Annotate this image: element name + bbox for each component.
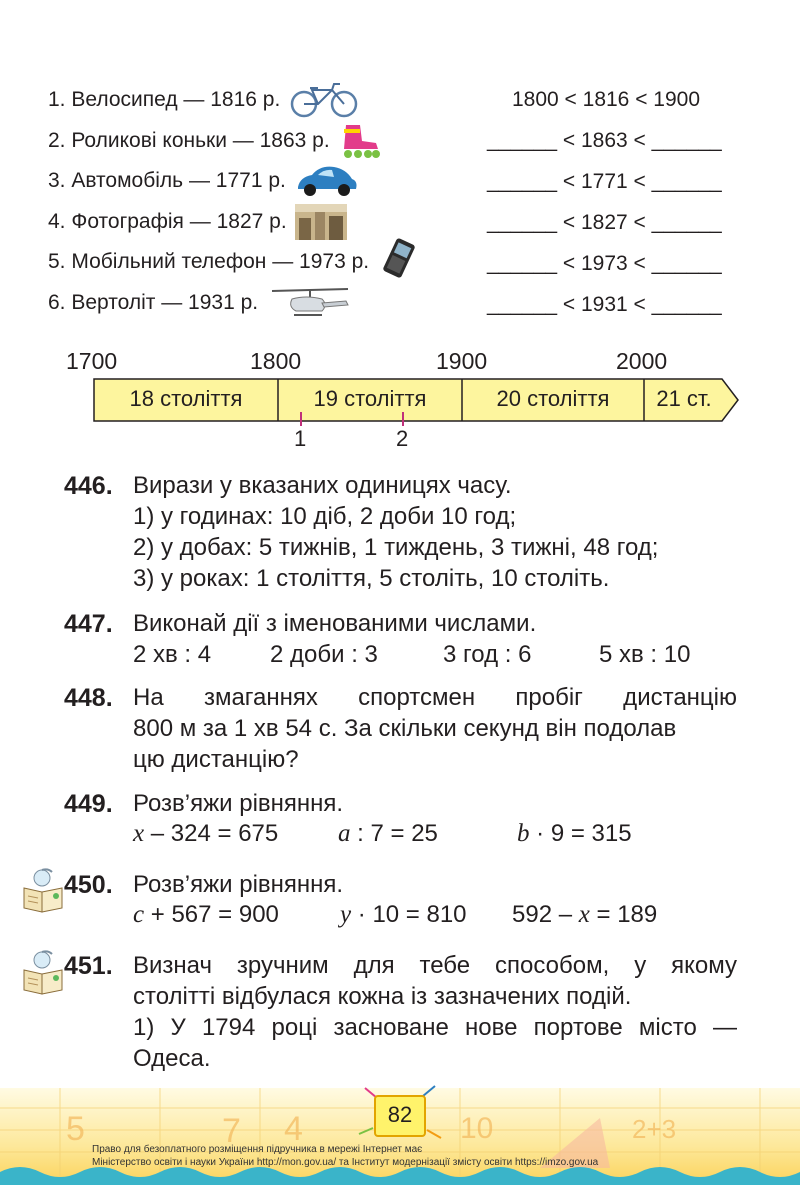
equation-variable: a — [338, 820, 351, 847]
invention-row — [48, 82, 360, 118]
equation — [338, 820, 438, 848]
equation-variable: x — [578, 901, 590, 928]
comparison-6: ______ < 1931 < ______ — [487, 293, 722, 316]
exercise-line: цю дистанцію? — [133, 746, 299, 773]
equation-variable: y — [340, 901, 352, 928]
exercise-number: 451. — [64, 952, 113, 980]
exercise-line: столітті відбулася кожна із зазначених подій. — [133, 983, 632, 1010]
exercise-line: На змаганнях спортсмен пробіг дистанцію — [133, 684, 737, 711]
exercise-line: 3) у роках: 1 століття, 5 століть, 10 століть. — [133, 565, 610, 592]
timeline-segment: 18 століття — [129, 386, 243, 411]
decor-digit: 10 — [460, 1112, 494, 1145]
comparison-5: ______ < 1973 < ______ — [487, 252, 722, 275]
exercise-line: Одеса. — [133, 1045, 211, 1072]
footer-license-line: Право для безоплатного розміщення підручника в мережі Інтернет має — [92, 1144, 423, 1155]
exercise-line: 800 м за 1 хв 54 с. За скільки секунд він подолав — [133, 715, 677, 742]
book-lamp-icon — [20, 866, 68, 916]
exercise-number: 446. — [64, 472, 113, 500]
equation-rest: : 7 = 25 — [350, 820, 438, 847]
invention-label: 6. Вертоліт — 1931 р. — [48, 291, 259, 314]
equation — [512, 901, 657, 929]
timeline-year: 1700 — [66, 348, 118, 374]
exercise-number: 449. — [64, 790, 113, 818]
bicycle-icon — [288, 82, 360, 118]
timeline-marker-tick — [300, 412, 302, 426]
exercise-number: 447. — [64, 610, 113, 638]
comparison-4: ______ < 1827 < ______ — [487, 211, 722, 234]
exercise-line: 2) у добах: 5 тижнів, 1 тиждень, 3 тижні, 48 год; — [133, 534, 659, 561]
equation-rest: · 10 = 810 — [351, 901, 467, 928]
invention-row — [48, 244, 421, 280]
comparison-2: ______ < 1863 < ______ — [487, 129, 722, 152]
page-number: 82 — [387, 1102, 413, 1127]
timeline-marker-label: 2 — [396, 426, 409, 451]
equation-variable: b — [517, 820, 530, 847]
decor-digit: 4 — [284, 1110, 303, 1148]
timeline-segment: 20 століття — [496, 386, 610, 411]
exercise-item: 2 доби : 3 — [270, 641, 378, 668]
equation-variable: c — [133, 901, 145, 928]
equation-rest: · 9 = 315 — [529, 820, 632, 847]
timeline-year: 2000 — [616, 348, 668, 374]
timeline-marker-tick — [402, 412, 404, 426]
decor-digit: 5 — [66, 1110, 85, 1148]
timeline-year: 1900 — [436, 348, 488, 374]
timeline-segment: 21 ст. — [656, 386, 712, 411]
exercise-item: 3 год : 6 — [443, 641, 532, 668]
exercise-title: Розв’яжи рівняння. — [133, 790, 344, 817]
equation-variable: x — [133, 820, 145, 847]
timeline-segment: 19 століття — [313, 386, 427, 411]
timeline-marker-label: 1 — [294, 426, 307, 451]
timeline-year: 1800 — [250, 348, 302, 374]
exercise-item: 5 хв : 10 — [599, 641, 691, 668]
equation — [133, 901, 279, 929]
roller-skate-icon — [338, 123, 382, 159]
exercise-number: 448. — [64, 684, 113, 712]
invention-label: 2. Роликові коньки — 1863 р. — [48, 129, 330, 152]
invention-row — [48, 123, 382, 159]
helicopter-icon — [266, 285, 352, 321]
equation — [340, 901, 467, 929]
car-icon — [294, 165, 360, 197]
exercise-item: 2 хв : 4 — [133, 641, 212, 668]
footer-license-line: Міністерство освіти і науки України http://mon.gov.ua/ та Інститут модернізації змісту освіти https://imzo.gov.ua — [92, 1157, 599, 1168]
invention-label: 1. Велосипед — 1816 р. — [48, 88, 281, 111]
equation-prefix: 592 – — [512, 901, 579, 928]
invention-row — [48, 285, 352, 321]
exercise-title: Виконай дії з іменованими числами. — [133, 610, 537, 637]
equation-rest: + 567 = 900 — [144, 901, 279, 928]
decor-digit: 2+3 — [632, 1114, 677, 1144]
invention-label: 5. Мобільний телефон — 1973 р. — [48, 250, 370, 273]
exercise-line: 1) У 1794 році засноване нове портове місто — — [133, 1014, 737, 1041]
mobile-phone-icon — [377, 238, 421, 278]
invention-row — [48, 163, 360, 199]
book-lamp-icon — [20, 948, 68, 998]
comparison-1: 1800 < 1816 < 1900 — [512, 88, 701, 111]
exercise-line: 1) у годинах: 10 діб, 2 доби 10 год; — [133, 503, 517, 530]
equation-rest: – 324 = 675 — [144, 820, 279, 847]
equation-rest: = 189 — [589, 901, 658, 928]
comparison-3: ______ < 1771 < ______ — [487, 170, 722, 193]
invention-label: 3. Автомобіль — 1771 р. — [48, 169, 286, 192]
exercise-title: Вирази у вказаних одиницях часу. — [133, 472, 512, 499]
invention-label: 4. Фотографія — 1827 р. — [48, 210, 287, 233]
exercise-title: Розв’яжи рівняння. — [133, 871, 344, 898]
equation — [517, 820, 632, 848]
exercise-number: 450. — [64, 871, 113, 899]
exercise-line: Визнач зручним для тебе способом, у якому — [133, 952, 737, 979]
invention-row — [48, 204, 347, 240]
photo-icon — [295, 204, 347, 240]
equation — [133, 820, 278, 848]
decor-digit: 7 — [222, 1112, 241, 1150]
